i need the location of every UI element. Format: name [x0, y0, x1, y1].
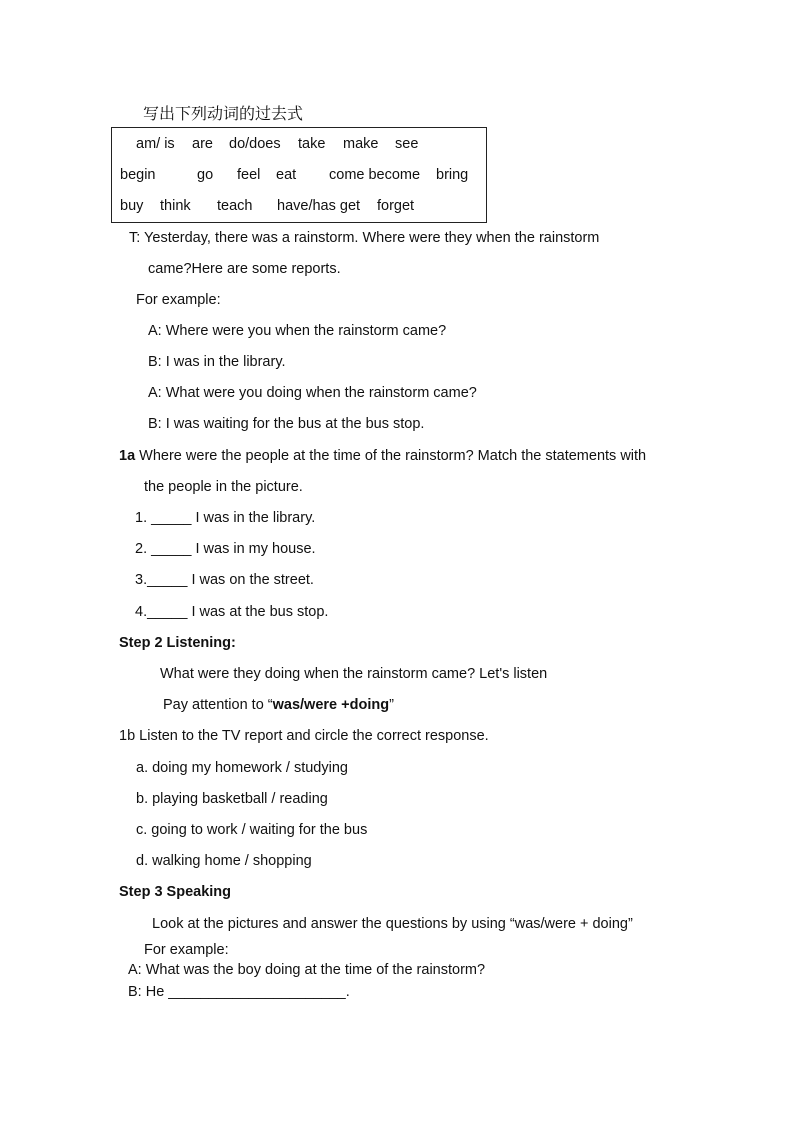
- task-1a-line-1: [119, 448, 646, 464]
- task-1a-line-2: the people in the picture.: [144, 479, 303, 495]
- verb: think: [160, 198, 191, 214]
- dialog-line: B: I was waiting for the bus at the bus stop.: [148, 416, 425, 432]
- response-option: d. walking home / shopping: [136, 853, 312, 869]
- step-2-line-2-bold: was/were +doing: [272, 697, 390, 713]
- match-item: 4._____ I was at the bus stop.: [135, 604, 329, 620]
- verb: come become: [329, 167, 421, 183]
- step-2-line-2: [163, 697, 394, 713]
- verb: am/ is: [136, 136, 175, 152]
- verb: eat: [276, 167, 297, 183]
- intro-line-1: T: Yesterday, there was a rainstorm. Where were they when the rainstorm: [129, 230, 600, 246]
- step-2-line-2-pre: Pay attention to “: [163, 697, 273, 713]
- match-item: 1. _____ I was in the library.: [135, 510, 316, 526]
- verb: take: [298, 136, 326, 152]
- verb: have/has get: [277, 198, 361, 214]
- match-item: 2. _____ I was in my house.: [135, 541, 316, 557]
- intro-line-2: came?Here are some reports.: [148, 261, 341, 277]
- verb: go: [197, 167, 214, 183]
- dialog-line: B: I was in the library.: [148, 354, 286, 370]
- dialog-line: A: What were you doing when the rainstorm came?: [148, 385, 477, 401]
- step-3-answer: B: He ______________________.: [128, 984, 350, 1000]
- verb: begin: [120, 167, 156, 183]
- verb-box: [111, 127, 487, 223]
- task-1b-title: 1b Listen to the TV report and circle the correct response.: [119, 728, 489, 744]
- verb: teach: [217, 198, 253, 214]
- verb: make: [343, 136, 379, 152]
- task-1a-text: Where were the people at the time of the rainstorm? Match the statements with: [135, 448, 647, 464]
- step-2-line-2-post: ”: [389, 697, 394, 713]
- verb: bring: [436, 167, 469, 183]
- verb: are: [192, 136, 213, 152]
- for-example-label: For example:: [136, 292, 221, 308]
- step-3-title: [119, 884, 231, 900]
- step-3-instruction: Look at the pictures and answer the questions by using “was/were + doing”: [152, 916, 633, 932]
- verb: buy: [120, 198, 144, 214]
- verb: do/does: [229, 136, 281, 152]
- response-option: b. playing basketball / reading: [136, 791, 328, 807]
- step-3-question: A: What was the boy doing at the time of the rainstorm?: [128, 962, 486, 978]
- step-3-title-text: Step 3 Speaking: [119, 884, 232, 900]
- verb: forget: [377, 198, 415, 214]
- dialog-line: A: Where were you when the rainstorm came?: [148, 323, 447, 339]
- match-item: 3._____ I was on the street.: [135, 572, 314, 588]
- response-option: c. going to work / waiting for the bus: [136, 822, 368, 838]
- response-option: a. doing my homework / studying: [136, 760, 348, 776]
- step-2-title: [119, 635, 236, 651]
- task-1a-label: 1a: [119, 448, 136, 464]
- verb: see: [395, 136, 419, 152]
- heading-cn: 写出下列动词的过去式: [143, 106, 304, 123]
- verb: feel: [237, 167, 261, 183]
- step-2-title-text: Step 2 Listening:: [119, 635, 236, 651]
- step-2-line-1: What were they doing when the rainstorm came? Let's listen: [160, 666, 548, 682]
- step-3-for-example: For example:: [144, 942, 229, 958]
